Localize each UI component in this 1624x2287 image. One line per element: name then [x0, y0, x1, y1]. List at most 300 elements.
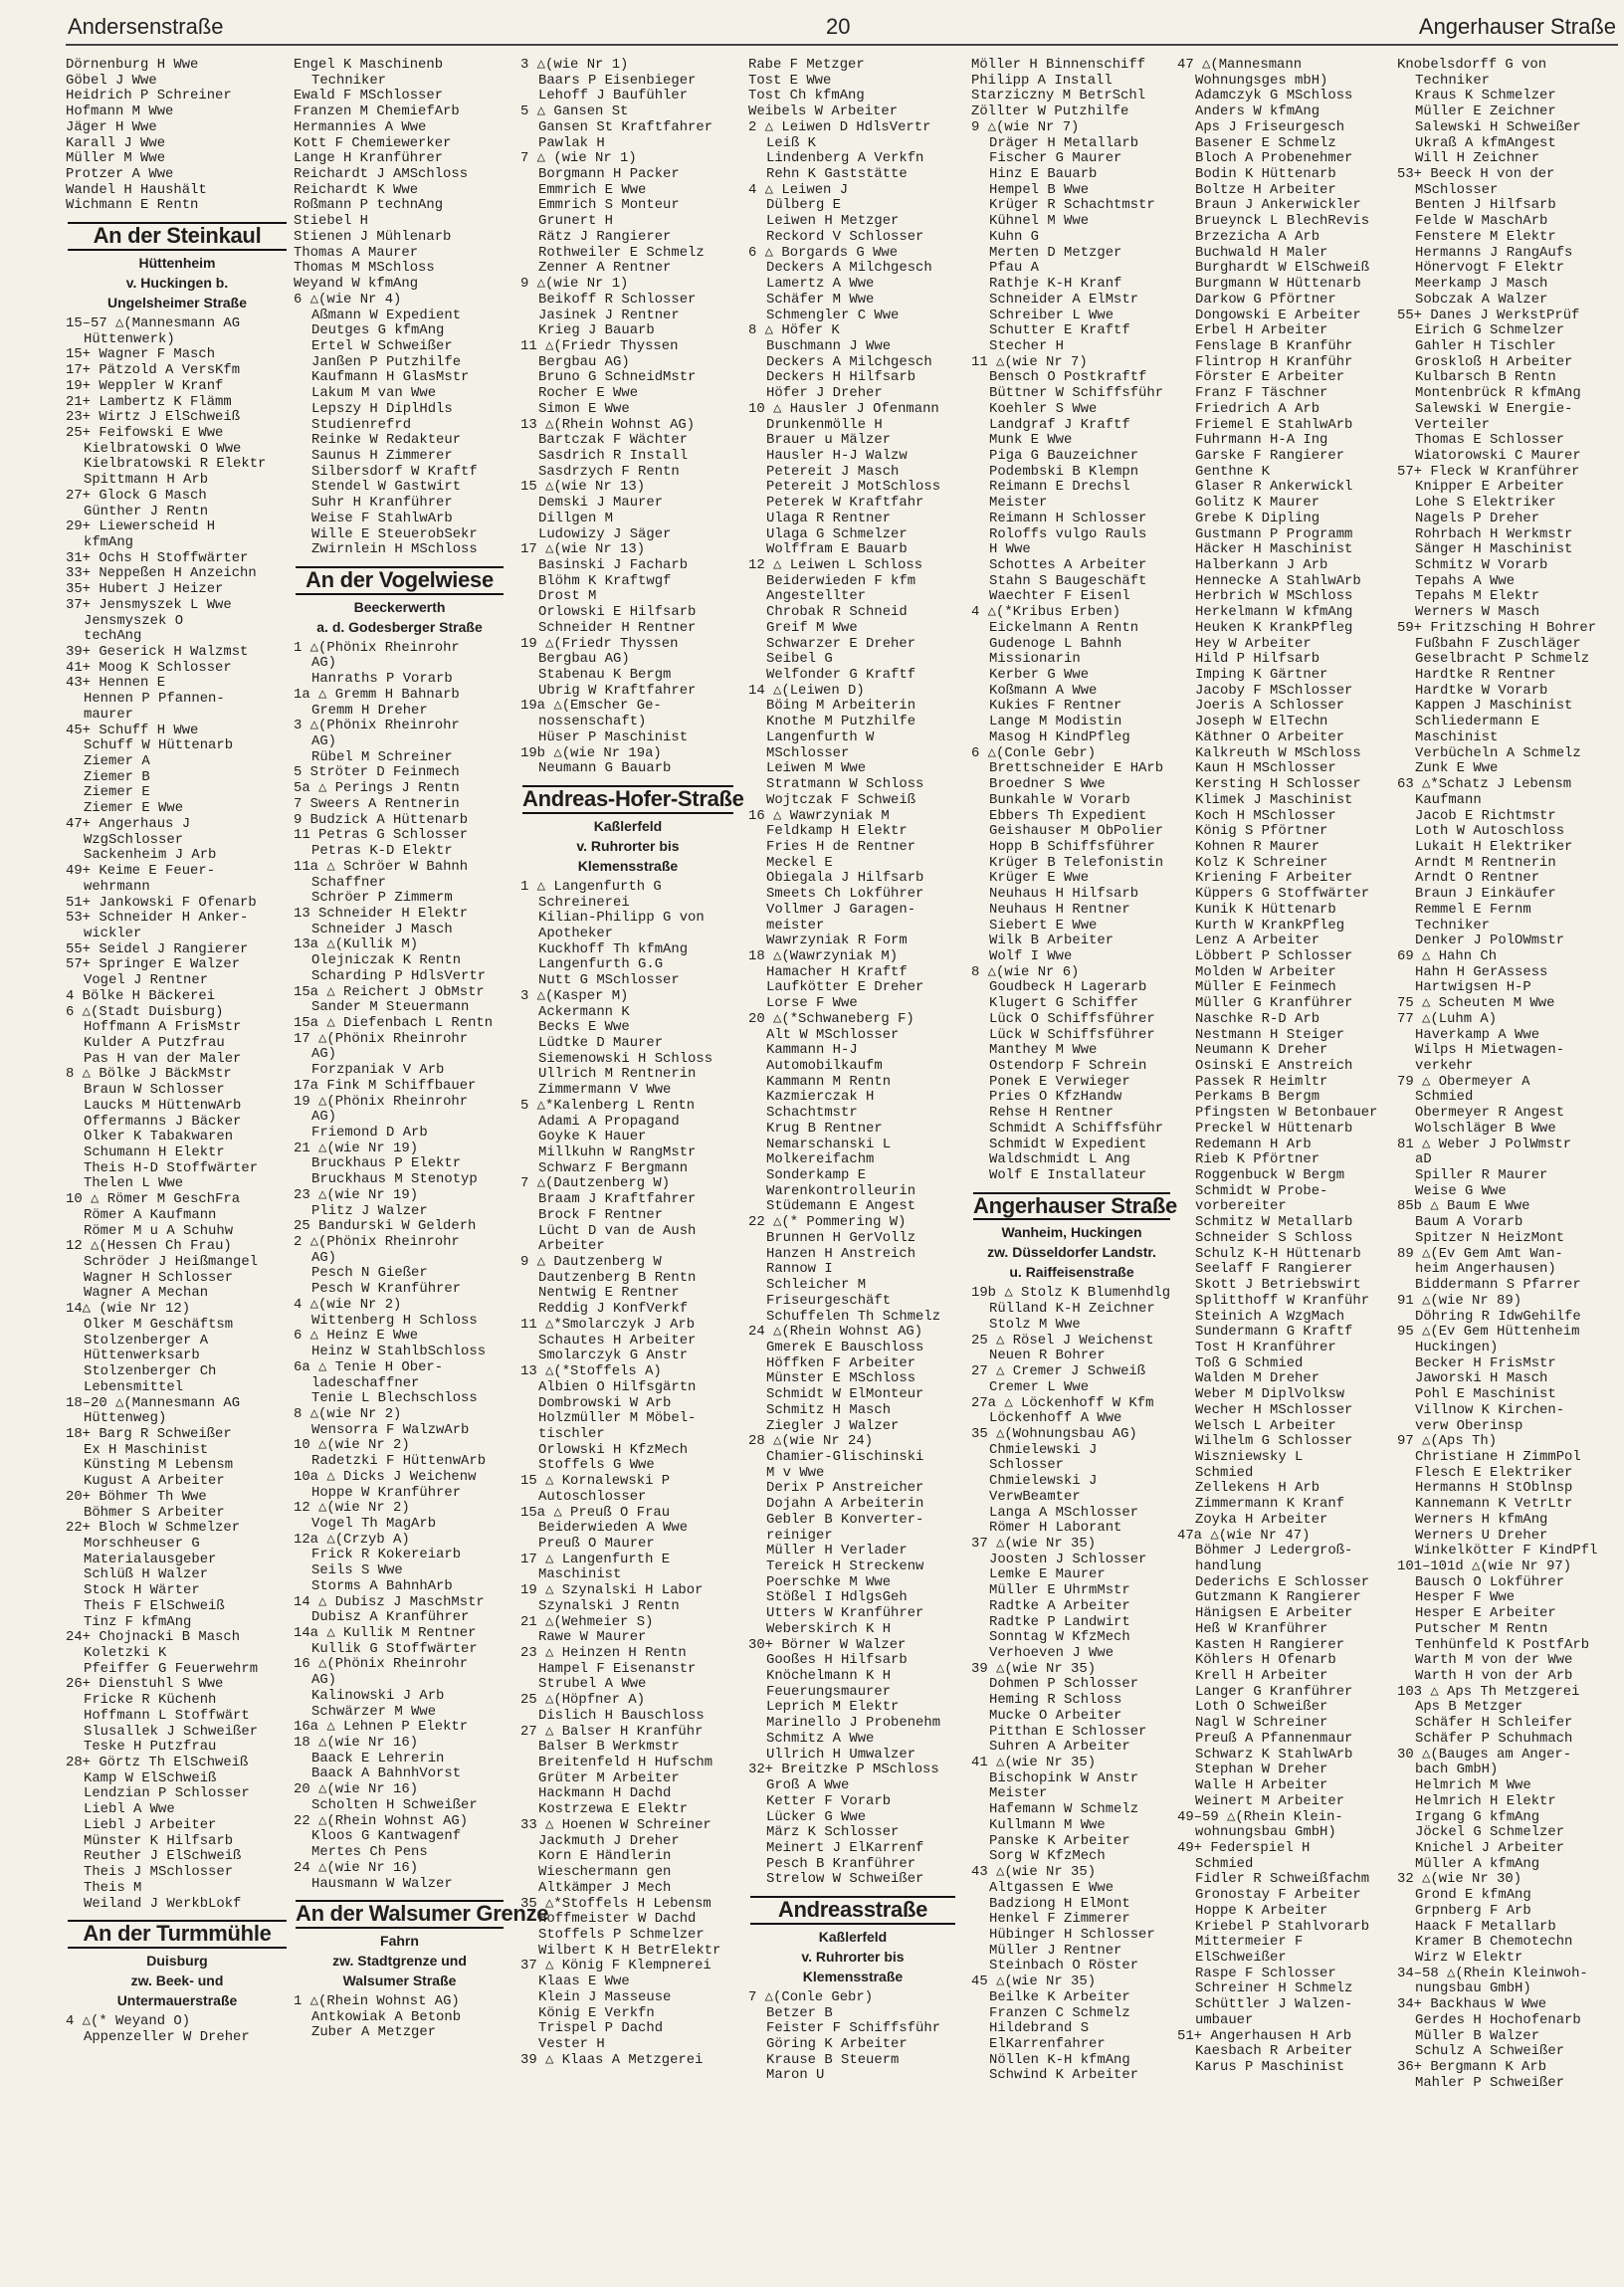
directory-entry: Dülberg E — [766, 197, 842, 214]
directory-entry: 19b △(wie Nr 19a) — [520, 744, 662, 761]
directory-entry: Arndt O Rentner — [1415, 870, 1540, 887]
directory-entry: Steinbach O Röster — [989, 1958, 1139, 1975]
directory-entry: Herbrich W MSchloss — [1195, 588, 1353, 605]
directory-entry: Zoyka H Arbeiter — [1195, 1511, 1328, 1528]
directory-entry: Kunik K Hüttenarb — [1195, 901, 1336, 918]
directory-entry: 17a Fink M Schiffbauer — [294, 1077, 477, 1094]
directory-entry: WzgSchlosser — [84, 831, 184, 848]
street-subtitle: a. d. Godesberger Straße — [316, 618, 483, 635]
directory-entry: Meerkamp J Masch — [1415, 276, 1548, 293]
directory-entry: Hild P Hilfsarb — [1195, 651, 1320, 668]
directory-entry: 20 △(*Schwaneberg F) — [748, 1010, 914, 1027]
directory-entry: Lücker G Wwe — [766, 1808, 867, 1825]
directory-entry: Schmitz H Masch — [766, 1401, 892, 1418]
directory-entry: Ulaga R Rentner — [766, 510, 892, 526]
directory-entry: Friseurgeschäft — [766, 1292, 892, 1309]
directory-entry: Rabe F Metzger — [748, 57, 865, 73]
directory-entry: Römer A Kaufmann — [84, 1206, 217, 1223]
directory-entry: Redemann H Arb — [1195, 1136, 1312, 1152]
directory-entry: Ziemer E — [84, 784, 150, 801]
directory-column-1 — [66, 58, 291, 2277]
directory-entry: 17+ Pätzold A VersKfm — [66, 362, 241, 379]
directory-entry: Werners W Masch — [1415, 604, 1540, 621]
directory-entry: 95 △(Ev Gem Hüttenheim — [1397, 1324, 1580, 1341]
directory-entry: Zimmermann K Kranf — [1195, 1496, 1345, 1513]
directory-entry: Nagl W Schreiner — [1195, 1715, 1328, 1732]
directory-entry: Fricke R Küchenh — [84, 1692, 217, 1709]
directory-entry: ElKarrenfahrer — [989, 2035, 1106, 2052]
directory-entry: Braun J Einkäufer — [1415, 886, 1556, 903]
directory-entry: Wiatorowski C Maurer — [1415, 447, 1581, 464]
directory-entry: Neumann K Dreher — [1195, 1042, 1328, 1059]
directory-entry: Kannemann K VetrLtr — [1415, 1496, 1573, 1513]
street-subtitle: Wanheim, Huckingen — [1001, 1224, 1142, 1241]
directory-entry: 101–101d △(wie Nr 97) — [1397, 1559, 1572, 1574]
directory-entry: Sasdrich R Install — [538, 447, 689, 464]
directory-entry: Marinello J Probenehm — [766, 1715, 941, 1732]
directory-entry: Wolffram E Bauarb — [766, 541, 908, 558]
directory-entry: Pfau A — [989, 260, 1040, 277]
directory-entry: Arbeiter — [538, 1238, 605, 1255]
directory-entry: Ullrich M Rentnerin — [538, 1066, 697, 1083]
directory-entry: 4 △ Leiwen J — [748, 181, 849, 198]
directory-entry: Hüttenwerk) — [84, 330, 175, 347]
directory-entry: Höffken F Arbeiter — [766, 1354, 916, 1371]
directory-entry: Feldkamp H Elektr — [766, 823, 908, 840]
directory-entry: Bruckhaus P Elektr — [311, 1155, 462, 1172]
directory-entry: Eirich G Schmelzer — [1415, 322, 1565, 339]
directory-entry: Weiland J WerkbLokf — [84, 1895, 242, 1912]
directory-entry: Zuber A Metzger — [311, 2024, 437, 2041]
directory-entry: Erbel H Arbeiter — [1195, 322, 1328, 339]
directory-entry: Buchwald H Maler — [1195, 244, 1328, 261]
directory-entry: Irgang G kfmAng — [1415, 1808, 1540, 1825]
directory-entry: Nöllen K-H kfmAng — [989, 2051, 1130, 2068]
directory-entry: Kaesbach R Arbeiter — [1195, 2043, 1353, 2060]
directory-entry: 79 △ Obermeyer A — [1397, 1073, 1530, 1090]
directory-entry: Deckers A Milchgesch — [766, 353, 932, 370]
directory-entry: Mucke O Arbeiter — [989, 1707, 1122, 1724]
directory-entry: Schüttler J Walzen- — [1195, 1996, 1353, 2013]
directory-entry: Siebert E Wwe — [989, 917, 1098, 934]
directory-entry: Sundermann G Kraftf — [1195, 1324, 1353, 1341]
directory-entry: Kuckhoff Th kfmAng — [538, 940, 689, 957]
directory-entry: 22 △(* Pommering W) — [748, 1214, 907, 1231]
directory-entry: Stock H Wärter — [84, 1582, 200, 1599]
directory-entry: Sackenheim J Arb — [84, 847, 217, 864]
directory-entry: Stößel I HdlgsGeh — [766, 1589, 908, 1606]
directory-entry: Baars P Eisenbieger — [538, 72, 697, 89]
directory-entry: Schmidt W Probe- — [1195, 1182, 1328, 1199]
directory-entry: Hafemann W Schmelz — [989, 1801, 1139, 1818]
directory-entry: Geishauser M ObPolier — [989, 823, 1164, 840]
directory-entry: Bensch O Postkraftf — [989, 369, 1147, 386]
directory-entry: Bloch A Probenehmer — [1195, 150, 1353, 167]
directory-entry: Lange M Modistin — [989, 714, 1122, 730]
directory-entry: Scharding P HdlsVertr — [311, 967, 487, 984]
directory-entry: Schautes H Arbeiter — [538, 1332, 697, 1349]
directory-entry: Apotheker — [538, 925, 614, 941]
directory-entry: Heidrich P Schreiner — [66, 88, 232, 104]
directory-entry: Zimmermann V Wwe — [538, 1082, 672, 1099]
directory-entry: Storms A BahnhArb — [311, 1577, 453, 1594]
directory-entry: Schwarz K StahlwArb — [1195, 1746, 1353, 1763]
directory-entry: 1 △ Langenfurth G — [520, 878, 662, 895]
directory-entry: Lorse F Wwe — [766, 995, 858, 1012]
directory-entry: Dederichs E Schlosser — [1195, 1573, 1370, 1590]
directory-entry: Flesch E Elektriker — [1415, 1464, 1573, 1481]
header-right-street: Angerhauser Straße — [1418, 14, 1616, 39]
directory-entry: nungsbau GmbH) — [1415, 1980, 1531, 1997]
street-subtitle: v. Ruhrorter bis — [801, 1948, 905, 1965]
directory-entry: Tepahs M Elektr — [1415, 588, 1540, 605]
directory-entry: Ziemer B — [84, 768, 150, 785]
directory-entry: Ertel W Schweißer — [311, 337, 453, 354]
directory-entry: Theis F ElSchweiß — [84, 1597, 225, 1614]
directory-entry: Friemond D Arb — [311, 1125, 428, 1141]
directory-entry: Sorg W KfzMech — [989, 1848, 1106, 1865]
directory-entry: Klaas E Wwe — [538, 1974, 630, 1990]
directory-entry: 19b △ Stolz K Blumenhdlg — [971, 1285, 1171, 1302]
directory-entry: Millkuhn W RangMstr — [538, 1144, 697, 1160]
directory-entry: 53+ Beeck H von der — [1397, 166, 1555, 183]
directory-entry: Brock F Rentner — [538, 1206, 664, 1223]
directory-entry: Beikoff R Schlosser — [538, 291, 697, 308]
directory-entry: Pfeiffer G Feuerwehrm — [84, 1660, 259, 1677]
directory-entry: Klimek J Maschinist — [1195, 791, 1353, 808]
directory-entry: 55+ Danes J WerkstPrüf — [1397, 307, 1580, 323]
directory-entry: 24+ Chojnacki B Masch — [66, 1629, 241, 1646]
directory-entry: Felde W MaschArb — [1415, 213, 1548, 230]
directory-entry: Automobilkaufm — [766, 1058, 883, 1074]
directory-entry: Bergbau AG) — [538, 353, 630, 370]
directory-entry: Rathje K-H Kranf — [989, 276, 1122, 293]
directory-entry: Schulz K-H Hüttenarb — [1195, 1245, 1361, 1262]
directory-entry: Gansen St Kraftfahrer — [538, 118, 713, 135]
directory-entry: Studienrefrd — [311, 416, 412, 433]
directory-entry: 15–57 △(Mannesmann AG — [66, 314, 241, 331]
directory-entry: Deckers A Milchgesch — [766, 260, 932, 277]
directory-entry: Schachtmstr — [766, 1105, 858, 1122]
directory-entry: 45 △(wie Nr 35) — [971, 1974, 1097, 1990]
directory-entry: Derix P Anstreicher — [766, 1480, 924, 1497]
directory-entry: Ubrig W Kraftfahrer — [538, 682, 697, 699]
directory-entry: 19 △ Szynalski H Labor — [520, 1582, 704, 1599]
street-subtitle: Untermauerstraße — [116, 1991, 238, 2008]
directory-entry: Obiegala J Hilfsarb — [766, 870, 924, 887]
directory-entry: 53+ Schneider H Anker- — [66, 910, 249, 927]
directory-entry: Schutter E Kraftf — [989, 322, 1130, 339]
directory-entry: Schneider S Schloss — [1195, 1229, 1353, 1246]
directory-entry: Kaufmann H GlasMstr — [311, 369, 470, 386]
directory-entry: 4 △(* Weyand O) — [66, 2012, 191, 2029]
directory-entry: Wensorra F WalzwArb — [311, 1421, 470, 1438]
directory-entry: Aps B Metzger — [1415, 1699, 1523, 1716]
directory-entry: Knobelsdorff G von — [1397, 57, 1547, 73]
directory-entry: Stabenau K Bergm — [538, 667, 672, 684]
directory-entry: Küppers G Stoffwärter — [1195, 886, 1370, 903]
directory-entry: Bruno G SchneidMstr — [538, 369, 697, 386]
directory-entry: MSchlosser — [766, 744, 850, 761]
street-name: Andreas-Hofer-Straße — [522, 785, 733, 814]
directory-entry: handlung — [1195, 1559, 1262, 1574]
directory-entry: 33+ Neppeßen H Anzeichn — [66, 565, 257, 582]
directory-entry: Jöckel G Schmelzer — [1415, 1824, 1565, 1841]
directory-entry: 4 Bölke H Bäckerei — [66, 987, 216, 1004]
directory-entry: Kolz K Schreiner — [1195, 854, 1328, 871]
directory-entry: 5 △ Gansen St — [520, 104, 629, 120]
directory-entry: Verhoeven J Wwe — [989, 1645, 1115, 1661]
directory-entry: Molkereifachm — [766, 1151, 875, 1168]
directory-entry: 39 △ Klaas A Metzgerei — [520, 2051, 704, 2068]
directory-entry: Leiwen M Wwe — [766, 760, 867, 777]
directory-entry: Döhring R IdwGehilfe — [1415, 1308, 1581, 1325]
directory-entry: Broedner S Wwe — [989, 776, 1106, 793]
directory-entry: Wirz W Elektr — [1415, 1949, 1523, 1966]
directory-entry: 8 △ Bölke J BäckMstr — [66, 1066, 232, 1083]
directory-entry: Wawrzyniak R Form — [766, 933, 908, 949]
directory-entry: Wilhelm G Schlosser — [1195, 1433, 1353, 1450]
directory-entry: Gutzmann K Rangierer — [1195, 1589, 1361, 1606]
directory-entry: Kammann H-J — [766, 1042, 858, 1059]
directory-entry: Raspe F Schlosser — [1195, 1965, 1336, 1981]
street-name: Angerhauser Straße — [973, 1192, 1170, 1221]
directory-entry: Theis J MSchlosser — [84, 1864, 234, 1881]
directory-entry: Rübel M Schreiner — [311, 748, 453, 765]
directory-entry: Rothweiler E Schmelz — [538, 244, 705, 261]
directory-entry: Römer M u A Schuhw — [84, 1222, 234, 1239]
directory-entry: 18+ Barg R Schweißer — [66, 1425, 232, 1442]
directory-entry: Schröer P Zimmerm — [311, 890, 453, 907]
directory-entry: 13a △(Kullik M) — [294, 936, 419, 953]
directory-entry: 23 △ Heinzen H Rentn — [520, 1645, 687, 1661]
directory-entry: Deutges G kfmAng — [311, 322, 445, 339]
directory-entry: Meister — [989, 495, 1048, 512]
directory-entry: Käthner O Arbeiter — [1195, 728, 1345, 745]
directory-entry: Dojahn A Arbeiterin — [766, 1496, 924, 1513]
directory-entry: Kraus K Schmelzer — [1415, 88, 1556, 104]
directory-entry: M v Wwe — [766, 1464, 825, 1481]
directory-entry: Reichardt J AMSchloss — [294, 166, 469, 183]
directory-entry: Rülland K-H Zeichner — [989, 1301, 1155, 1318]
directory-entry: Karall J Wwe — [66, 134, 166, 151]
directory-entry: Wojtczak F Schweiß — [766, 791, 916, 808]
directory-entry: Schottes A Arbeiter — [989, 557, 1147, 573]
directory-entry: Schmitz A Wwe — [766, 1730, 875, 1747]
directory-entry: 27 △ Balser H Kranführ — [520, 1723, 704, 1740]
directory-entry: Appenzeller W Dreher — [84, 2028, 250, 2045]
directory-entry: Pas H van der Maler — [84, 1050, 242, 1067]
directory-entry: Thomas E Schlosser — [1415, 432, 1565, 449]
directory-entry: Wieschermann gen — [538, 1864, 672, 1881]
directory-entry: Feuerungsmaurer — [766, 1683, 892, 1700]
directory-entry: Langa A MSchlosser — [989, 1504, 1139, 1521]
directory-entry: Bischopink W Anstr — [989, 1769, 1139, 1786]
directory-entry: Dräger H Metallarb — [989, 134, 1139, 151]
directory-entry: Schwarz F Bergmann — [538, 1159, 689, 1176]
directory-entry: 32+ Breitzke P MSchloss — [748, 1762, 939, 1778]
directory-entry: Fenslage B Kranführ — [1195, 337, 1353, 354]
directory-entry: Wecher H MSchlosser — [1195, 1401, 1353, 1418]
directory-entry: Werners U Dreher — [1415, 1527, 1548, 1544]
directory-entry: Greif M Wwe — [766, 619, 858, 636]
directory-entry: Fenstere M Elektr — [1415, 228, 1556, 245]
directory-entry: 21+ Lambertz K Flämm — [66, 393, 232, 410]
directory-entry: 39 △(wie Nr 35) — [971, 1660, 1097, 1677]
header-rule — [66, 44, 1618, 46]
directory-entry: Weinert M Arbeiter — [1195, 1792, 1345, 1809]
directory-entry: Ukraß A kfmAngest — [1415, 134, 1556, 151]
directory-entry: Fidler R Schweißfachm — [1195, 1871, 1370, 1888]
directory-entry: 36+ Bergmann K Arb — [1397, 2059, 1547, 2075]
directory-entry: Stecher H — [989, 337, 1065, 354]
directory-entry: Gahler H Tischler — [1415, 337, 1556, 354]
directory-entry: 8 △(wie Nr 2) — [294, 1405, 402, 1422]
directory-entry: 49+ Keime E Feuer- — [66, 863, 216, 880]
directory-entry: Pesch N Gießer — [311, 1265, 428, 1282]
directory-entry: Knipper E Arbeiter — [1415, 479, 1565, 496]
directory-entry: 103 △ Aps Th Metzgerei — [1397, 1683, 1580, 1700]
directory-entry: 49–59 △(Rhein Klein- — [1177, 1808, 1343, 1825]
directory-entry: 20+ Böhmer Th Wwe — [66, 1488, 207, 1505]
directory-entry: Offermanns J Bäcker — [84, 1113, 242, 1130]
directory-entry: 15a △ Diefenbach L Rentn — [294, 1014, 494, 1031]
directory-entry: Wagner A Mechan — [84, 1285, 209, 1302]
directory-entry: Stiebel H — [294, 213, 369, 230]
directory-entry: 51+ Jankowski F Ofenarb — [66, 894, 257, 911]
directory-entry: Nestmann H Steiger — [1195, 1026, 1345, 1043]
directory-entry: Baack A BahnhVorst — [311, 1766, 462, 1782]
directory-entry: Fischer G Maurer — [989, 150, 1122, 167]
directory-entry: 18 △(Wawrzyniak M) — [748, 947, 899, 964]
directory-entry: Hey W Arbeiter — [1195, 635, 1312, 652]
directory-entry: Wichmann E Rentn — [66, 197, 199, 214]
directory-entry: Grüter M Arbeiter — [538, 1769, 680, 1786]
directory-entry: Seils S Wwe — [311, 1562, 403, 1579]
directory-entry: Kriebel P Stahlvorarb — [1195, 1918, 1370, 1935]
directory-entry: 5 Ströter D Feinmech — [294, 764, 460, 781]
directory-entry: 6 △ Borgards G Wwe — [748, 244, 899, 261]
directory-entry: 27a △ Löckenhoff W Kfm — [971, 1394, 1154, 1411]
directory-entry: Joeris A Schlosser — [1195, 698, 1345, 715]
directory-entry: Philipp A Install — [971, 72, 1113, 89]
directory-entry: Wolf I Wwe — [989, 947, 1073, 964]
directory-entry: Pohl E Maschinist — [1415, 1386, 1556, 1403]
street-name: An der Turmmühle — [68, 1920, 287, 1949]
directory-entry: 7 Sweers A Rentnerin — [294, 795, 460, 812]
street-subtitle: Klemensstraße — [802, 1968, 904, 1984]
directory-entry: Pfingsten W Betonbauer — [1195, 1105, 1378, 1122]
directory-entry: Pitthan E Schlosser — [989, 1723, 1147, 1740]
directory-entry: Lamertz A Wwe — [766, 276, 875, 293]
directory-entry: Ponek E Verwieger — [989, 1073, 1130, 1090]
directory-entry: 28+ Görtz Th ElSchweiß — [66, 1755, 249, 1771]
directory-entry: Boltze H Arbeiter — [1195, 181, 1336, 198]
directory-entry: Stendel W Gastwirt — [311, 479, 462, 496]
directory-entry: Kloos G Kantwagenf — [311, 1828, 462, 1845]
directory-entry: 37+ Jensmyszek L Wwe — [66, 596, 232, 613]
directory-entry: 12 △ Leiwen L Schloss — [748, 557, 923, 573]
directory-entry: Wilps H Mietwagen- — [1415, 1042, 1565, 1059]
directory-entry: Balser B Werkmstr — [538, 1739, 680, 1756]
street-subtitle: Kaßlerfeld — [818, 1928, 888, 1945]
directory-entry: Passek R Heimltr — [1195, 1073, 1328, 1090]
directory-entry: Kostrzewa E Elektr — [538, 1801, 689, 1818]
directory-entry: Vogel J Rentner — [84, 972, 209, 989]
directory-entry: Mertes Ch Pens — [311, 1844, 428, 1861]
directory-entry: 35 △(Wohnungsbau AG) — [971, 1425, 1137, 1442]
directory-entry: Bartczak F Wächter — [538, 432, 689, 449]
directory-entry: Antkowiak A Betonb — [311, 2008, 462, 2025]
directory-entry: Slusallek J Schweißer — [84, 1723, 259, 1740]
directory-entry: Skott J Betriebswirt — [1195, 1277, 1361, 1294]
directory-entry: Roßmann P technAng — [294, 197, 444, 214]
directory-entry: aD — [1415, 1151, 1432, 1168]
directory-entry: 3 △(Phönix Rheinrohr — [294, 718, 460, 734]
directory-entry: Wandel H Haushält — [66, 181, 207, 198]
directory-entry: Neumann G Bauarb — [538, 760, 672, 777]
directory-entry: Suhren A Arbeiter — [989, 1739, 1130, 1756]
directory-entry: Blöhm K Kraftwgf — [538, 572, 672, 589]
directory-entry: Langenfurth W — [766, 728, 875, 745]
directory-entry: Forzpaniak V Arb — [311, 1062, 445, 1079]
directory-entry: Hahn H GerAssess — [1415, 963, 1548, 980]
directory-entry: Smeets Ch Lokführer — [766, 886, 924, 903]
directory-entry: 19a △(Emscher Ge- — [520, 698, 662, 715]
directory-entry: Klugert G Schiffer — [989, 995, 1139, 1012]
directory-entry: Lendzian P Schlosser — [84, 1785, 250, 1802]
directory-entry: Christiane H ZimmPol — [1415, 1448, 1581, 1465]
directory-entry: Rehn K Gaststätte — [766, 166, 908, 183]
directory-entry: Ulaga G Schmelzer — [766, 525, 908, 542]
directory-entry: Schröder J Heißmangel — [84, 1254, 259, 1271]
directory-entry: Chamier-Glischinski — [766, 1448, 924, 1465]
directory-entry: Winkelkötter F KindPfl — [1415, 1543, 1598, 1559]
directory-entry: Engel K Maschinenb — [294, 57, 444, 73]
street-name: An der Walsumer Grenze — [296, 1900, 504, 1929]
directory-column-4 — [748, 58, 959, 2277]
directory-entry: Schmidt A Schiffsführ — [989, 1120, 1164, 1137]
directory-entry: Günther J Rentn — [84, 503, 209, 520]
directory-entry: 5 △*Kalenberg L Rentn — [520, 1097, 696, 1114]
directory-entry: 63 △*Schatz J Lebensm — [1397, 776, 1572, 793]
directory-entry: Techniker — [311, 72, 387, 89]
directory-entry: Schaffner — [311, 874, 387, 891]
directory-entry: Hardtke R Rentner — [1415, 667, 1556, 684]
directory-entry: Höfer J Dreher — [766, 385, 883, 402]
directory-entry: Seibel G — [766, 651, 833, 668]
directory-entry: Starziczny M BetrSchl — [971, 88, 1146, 104]
directory-entry: 34–58 △(Rhein Kleinwoh- — [1397, 1965, 1588, 1981]
directory-entry: Stephan W Dreher — [1195, 1762, 1328, 1778]
directory-entry: Hausmann W Walzer — [311, 1875, 453, 1892]
directory-entry: 17 △(Phönix Rheinrohr — [294, 1030, 469, 1047]
directory-entry: Krug B Rentner — [766, 1120, 883, 1137]
directory-entry: Kott F Chemiewerker — [294, 134, 452, 151]
directory-entry: 13 △(*Stoffels A) — [520, 1363, 662, 1380]
directory-entry: Holzmüller M Möbel- — [538, 1410, 697, 1427]
directory-entry: Wolschläger B Wwe — [1415, 1120, 1556, 1137]
directory-entry: 6a △ Tenie H Ober- — [294, 1358, 444, 1375]
directory-entry: Alt W MSchlosser — [766, 1026, 900, 1043]
directory-entry: Sasdrzych F Rentn — [538, 463, 680, 480]
directory-entry: Smolarczyk G Anstr — [538, 1348, 689, 1364]
directory-entry: Remmel E Fernm — [1415, 901, 1531, 918]
directory-entry: wickler — [84, 925, 142, 941]
directory-entry: Neuhaus H Hilfsarb — [989, 886, 1139, 903]
directory-entry: 29+ Liewerscheid H — [66, 519, 216, 535]
directory-entry: Friemel E StahlwArb — [1195, 416, 1353, 433]
